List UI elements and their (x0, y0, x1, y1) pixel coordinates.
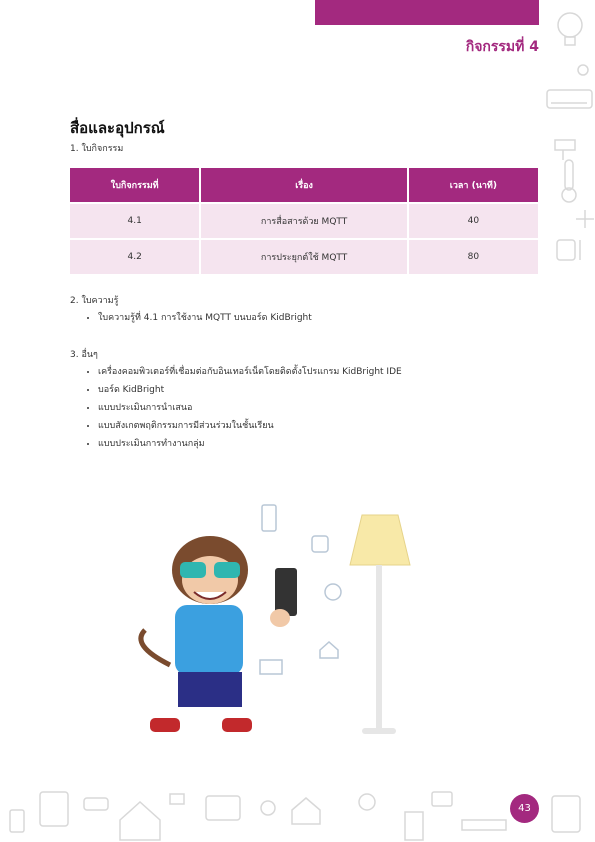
page-number: 43 (510, 794, 539, 823)
header-accent-bar (315, 0, 539, 25)
gear-icon (578, 65, 588, 75)
knowledge-list (84, 311, 312, 329)
cell-topic: การประยุกต์ใช้ MQTT (200, 239, 407, 274)
monkey (141, 536, 297, 732)
network-icon (260, 660, 282, 674)
table-header-row (70, 168, 538, 203)
battery-icon (262, 505, 276, 531)
other-label: 3. อื่นๆ (70, 350, 98, 360)
snowflake-icon (261, 801, 275, 815)
activity-title: กิจกรรมที่ 4 (465, 39, 539, 55)
air-conditioner-icon (547, 90, 592, 108)
cell-time: 40 (408, 203, 538, 239)
floor-lamp (350, 515, 410, 734)
list-item: • ใบความรู้ที่ 4.1 การใช้งาน MQTT บนบอร์ด KidBright (98, 311, 312, 329)
activity-sheet-label: 1. ใบกิจกรรม (70, 144, 124, 154)
list-item: • แบบสังเกตพฤติกรรมการมีส่วนร่วมในชั้นเรียน (98, 419, 402, 437)
cell-time: 80 (408, 239, 538, 274)
lightbulb-icon (325, 584, 341, 600)
bathtub-icon (462, 820, 506, 830)
hairdryer-icon (555, 140, 575, 160)
floating-device-icons (260, 505, 341, 674)
list-item: • แบบประเมินการทำงานกลุ่ม (98, 437, 402, 455)
snowflake-icon (576, 210, 594, 228)
bottom-decoration (0, 780, 595, 842)
cell-activity-no: 4.2 (70, 239, 200, 274)
calendar-icon (206, 796, 240, 820)
thermometer-icon (562, 160, 576, 202)
cell-topic: การสื่อสารด้วย MQTT (200, 203, 407, 239)
list-item: • แบบประเมินการนำเสนอ (98, 401, 402, 419)
section-heading: สื่อและอุปกรณ์ (70, 119, 165, 137)
headset-icon (359, 794, 375, 810)
cell-activity-no: 4.1 (70, 203, 200, 239)
header-time: เวลา (นาที) (408, 168, 538, 203)
table-row (70, 239, 538, 274)
lightbulb-icon (558, 13, 582, 45)
list-item: • เครื่องคอมพิวเตอร์ที่เชื่อมต่อกับอินเทอร์เน็ตโดยติดตั้งโปรแกรม KidBright IDE (98, 365, 402, 383)
table-row (70, 203, 538, 239)
plug-icon (557, 240, 580, 260)
oven-icon (552, 796, 580, 832)
other-list (84, 365, 402, 455)
activity-table (70, 168, 538, 274)
sofa-icon (84, 798, 108, 810)
monkey-mascot-illustration (130, 500, 430, 750)
door-icon (405, 812, 423, 840)
header-topic: เรื่อง (200, 168, 407, 203)
list-item: • บอร์ด KidBright (98, 383, 402, 401)
knowledge-sheet-label: 2. ใบความรู้ (70, 296, 119, 306)
camera-icon (170, 794, 184, 804)
home-hands-icon (292, 798, 320, 824)
washing-machine-icon (40, 792, 68, 826)
header-activity-no: ใบกิจกรรมที่ (70, 168, 200, 203)
home-icon (320, 642, 338, 658)
home-power-icon (120, 802, 160, 840)
side-decoration (535, 0, 595, 842)
tv-icon (432, 792, 452, 806)
tablet-icon (10, 810, 24, 832)
database-icon (312, 536, 328, 552)
